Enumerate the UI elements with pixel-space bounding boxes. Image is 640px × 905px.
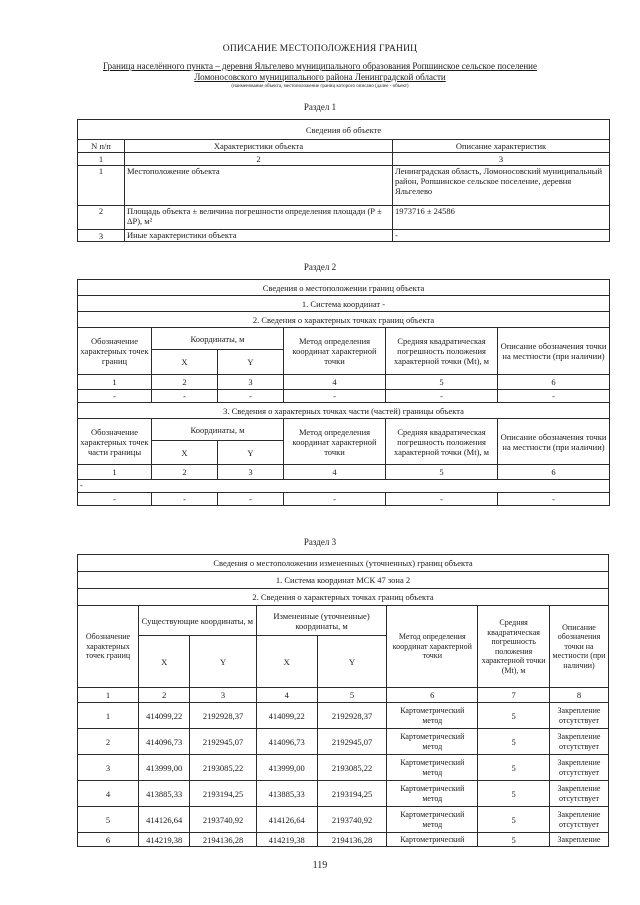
col-number: 1 <box>78 465 152 480</box>
cell: 413999,00 <box>256 755 317 781</box>
col-number: 1 <box>78 688 139 703</box>
cell: 2194136,28 <box>190 833 256 847</box>
col-number: 3 <box>393 153 610 166</box>
cell: 2 <box>78 729 139 755</box>
col-x: X <box>256 636 317 688</box>
col-changed: Измененные (уточненные) координаты, м <box>256 606 387 636</box>
cell: Картометрический метод <box>387 807 478 833</box>
section1-header: Сведения об объекте <box>78 120 610 140</box>
doc-caption: (наименование объекта, местоположение границ которого описано (далее - объект) <box>231 84 409 89</box>
cell: Закрепление <box>549 833 608 847</box>
cell: - <box>386 390 498 403</box>
col-accuracy: Средняя квадратическая погрешность положения характерной точки (Mt), м <box>478 606 550 688</box>
cell: 2192945,07 <box>317 729 387 755</box>
col-number: 3 <box>190 688 256 703</box>
section3-table <box>77 554 609 847</box>
table-row <box>78 166 610 206</box>
cell: 2193085,22 <box>190 755 256 781</box>
col-header: N п/п <box>78 140 125 153</box>
section2-sub1: 1. Система координат - <box>78 296 610 312</box>
col-y: Y <box>218 350 284 375</box>
cell: - <box>78 493 152 506</box>
section2-sub2: 2. Сведения о характерных точках границ объекта <box>78 312 610 328</box>
doc-title: ОПИСАНИЕ МЕСТОПОЛОЖЕНИЯ ГРАНИЦ <box>222 44 418 54</box>
table-row <box>78 703 609 729</box>
cell: 413999,00 <box>139 755 190 781</box>
cell: Местоположение объекта <box>125 166 393 206</box>
col-number: 3 <box>218 375 284 390</box>
cell: 2193740,92 <box>317 807 387 833</box>
section2-sub3: 3. Сведения о характерных точках части (частей) границы объекта <box>78 403 610 419</box>
cell: 2 <box>78 206 125 230</box>
col-y: Y <box>218 441 284 465</box>
cell: 2193194,25 <box>317 781 387 807</box>
col-coords: Координаты, м <box>152 419 284 441</box>
cell: - <box>386 493 498 506</box>
col-point: Обозначение характерных точек границ <box>78 328 152 375</box>
cell: - <box>498 390 610 403</box>
cell: Закрепление отсутствует <box>549 755 608 781</box>
col-number: 1 <box>78 375 152 390</box>
cell: Картометрический метод <box>387 729 478 755</box>
col-x: X <box>139 636 190 688</box>
doc-subtitle-line1: Граница населённого пункта – деревня Яльгелево муниципального образования Ропшинское сельское поселение <box>103 61 537 71</box>
col-number: 5 <box>386 375 498 390</box>
cell: - <box>218 390 284 403</box>
cell: 2193085,22 <box>317 755 387 781</box>
cell: 4 <box>78 781 139 807</box>
cell: 414126,64 <box>139 807 190 833</box>
cell: 5 <box>78 807 139 833</box>
col-x: X <box>152 350 218 375</box>
cell: 2192928,37 <box>190 703 256 729</box>
cell: - <box>152 493 218 506</box>
col-number: 6 <box>498 375 610 390</box>
cell: 3 <box>78 230 125 242</box>
cell: 2192945,07 <box>190 729 256 755</box>
col-number: 5 <box>386 465 498 480</box>
cell: 1 <box>78 703 139 729</box>
col-number: 4 <box>284 375 386 390</box>
col-x: X <box>152 441 218 465</box>
col-number: 3 <box>218 465 284 480</box>
cell: Картометрический метод <box>387 755 478 781</box>
col-header: Описание характеристик <box>393 140 610 153</box>
doc-subtitle-line2: Ломоносовского муниципального района Ленинградской области <box>194 72 446 82</box>
cell: 2193194,25 <box>190 781 256 807</box>
col-number: 5 <box>317 688 387 703</box>
col-desc: Описание обозначения точки на местности (при наличии) <box>498 328 610 375</box>
col-method: Метод определения координат характерной точки <box>284 419 386 465</box>
col-method: Метод определения координат характерной точки <box>387 606 478 688</box>
cell: Ленинградская область, Ломоносовский муниципальный район, Ропшинское сельское поселение, деревня Яльгелево <box>393 166 610 206</box>
table-row <box>78 206 610 230</box>
col-number: 2 <box>152 465 218 480</box>
col-coords: Координаты, м <box>152 328 284 350</box>
cell: 3 <box>78 755 139 781</box>
cell: Закрепление отсутствует <box>549 807 608 833</box>
cell: 413885,33 <box>256 781 317 807</box>
col-number: 4 <box>256 688 317 703</box>
cell: 6 <box>78 833 139 847</box>
col-desc: Описание обозначения точки на местности (при наличии) <box>498 419 610 465</box>
table-row <box>78 833 609 847</box>
cell: 5 <box>478 807 550 833</box>
cell: Закрепление отсутствует <box>549 781 608 807</box>
cell: 413885,33 <box>139 781 190 807</box>
cell: 2194136,28 <box>317 833 387 847</box>
cell: - <box>498 493 610 506</box>
cell: - <box>284 493 386 506</box>
cell: Картометрический <box>387 833 478 847</box>
table-row <box>78 755 609 781</box>
cell: 414099,22 <box>256 703 317 729</box>
col-number: 8 <box>549 688 608 703</box>
cell: Закрепление отсутствует <box>549 729 608 755</box>
col-accuracy: Средняя квадратическая погрешность положения характерной точки (Mt), м <box>386 328 498 375</box>
cell: 2192928,37 <box>317 703 387 729</box>
cell: 414219,38 <box>139 833 190 847</box>
cell: 5 <box>478 729 550 755</box>
section3-title: Раздел 3 <box>303 537 337 547</box>
table-row <box>78 390 610 403</box>
cell: Картометрический метод <box>387 703 478 729</box>
col-method: Метод определения координат характерной точки <box>284 328 386 375</box>
cell: 414096,73 <box>139 729 190 755</box>
col-number: 7 <box>478 688 550 703</box>
col-number: 2 <box>125 153 393 166</box>
cell: - <box>152 390 218 403</box>
col-number: 4 <box>284 465 386 480</box>
cell: - <box>78 480 610 493</box>
cell: 5 <box>478 703 550 729</box>
table-row <box>78 493 610 506</box>
cell: 414096,73 <box>256 729 317 755</box>
col-number: 6 <box>387 688 478 703</box>
cell: 5 <box>478 781 550 807</box>
cell: 5 <box>478 833 550 847</box>
section1-title: Раздел 1 <box>303 102 337 112</box>
table-row <box>78 781 609 807</box>
table-row <box>78 230 610 242</box>
col-y: Y <box>317 636 387 688</box>
section3-header: Сведения о местоположении измененных (уточненных) границ объекта <box>78 555 609 572</box>
section2-header: Сведения о местоположении границ объекта <box>78 280 610 296</box>
section2-table <box>77 279 610 506</box>
col-point-part: Обозначение характерных точек части границы <box>78 419 152 465</box>
cell: 1973716 ± 24586 <box>393 206 610 230</box>
section3-sub1: 1. Система координат МСК 47 зона 2 <box>78 572 609 589</box>
cell: - <box>393 230 610 242</box>
page-number: 119 <box>312 860 328 871</box>
col-header: Характеристики объекта <box>125 140 393 153</box>
col-number: 2 <box>152 375 218 390</box>
col-point: Обозначение характерных точек границ <box>78 606 139 688</box>
table-row <box>78 807 609 833</box>
cell: Картометрический метод <box>387 781 478 807</box>
table-row <box>78 729 609 755</box>
cell: 414219,38 <box>256 833 317 847</box>
cell: 414126,64 <box>256 807 317 833</box>
col-accuracy: Средняя квадратическая погрешность положения характерной точки (Mt), м <box>386 419 498 465</box>
col-number: 1 <box>78 153 125 166</box>
cell: - <box>78 390 152 403</box>
cell: - <box>218 493 284 506</box>
cell: 5 <box>478 755 550 781</box>
col-number: 2 <box>139 688 190 703</box>
cell: - <box>284 390 386 403</box>
col-desc: Описание обозначения точки на местности (при наличии) <box>549 606 608 688</box>
section2-title: Раздел 2 <box>303 262 337 272</box>
section1-table <box>77 119 610 242</box>
cell: Площадь объекта ± величина погрешности определения площади (Р ± ΔР), м² <box>125 206 393 230</box>
col-number: 6 <box>498 465 610 480</box>
cell: Закрепление отсутствует <box>549 703 608 729</box>
cell: 414099,22 <box>139 703 190 729</box>
cell: Иные характеристики объекта <box>125 230 393 242</box>
col-y: Y <box>190 636 256 688</box>
cell: 2193740,92 <box>190 807 256 833</box>
section3-sub2: 2. Сведения о характерных точках границ объекта <box>78 589 609 606</box>
col-existing: Существующие координаты, м <box>139 606 257 636</box>
cell: 1 <box>78 166 125 206</box>
